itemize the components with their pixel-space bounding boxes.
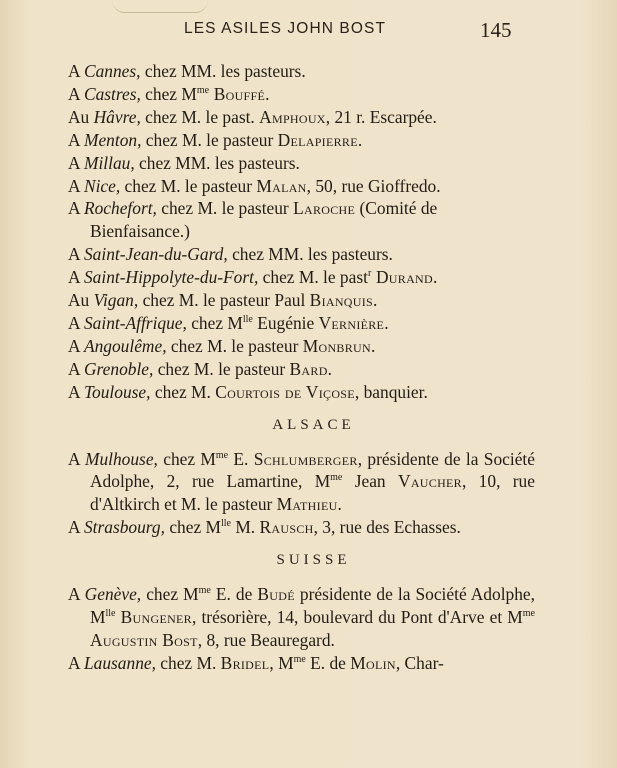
place-name: Cannes, (83, 61, 141, 81)
section-heading-alsace: ALSACE (272, 416, 355, 433)
place-name: Saint-Affrique, (83, 312, 187, 333)
place-name: Genève, (84, 584, 142, 605)
address-entry: A Saint-Hippolyte-du-Fort, chez M. le past$^r$ Durand. (68, 267, 438, 288)
entry-mulhouse: A Mulhouse, chez $M^{me}$ E. Schlumberger, présidente de la Société Adolphe, 2, rue Lamartine, $M^{me}$ Jean Vaucher, 10, rue d'Altkirch et M. le pasteur Mathieu. (68, 448, 535, 515)
address-entry: Au Vigan, chez M. le pasteur Paul Bianquis. (68, 290, 378, 311)
address-entry: A Saint-Affrique, chez $M^{lle}$ Eugénie Vernière. (68, 312, 389, 333)
page-top-ornament (112, 0, 208, 13)
place-name: Angoulême, (83, 335, 167, 356)
place-name: Millau, (83, 152, 135, 173)
address-entry: A Saint-Jean-du-Gard, chez MM. les pasteurs. (68, 244, 393, 265)
place-name: Grenoble, (83, 358, 154, 379)
address-entry: A Castres, chez $M^{me}$ Bouffé. (68, 83, 270, 104)
address-entry: A Millau, chez MM. les pasteurs. (68, 152, 300, 173)
address-entry: Au Hâvre, chez M. le past. Amphoux, 21 r. Escarpée. (68, 106, 437, 127)
address-entry: A Toulouse, chez M. Courtois de Viçose, banquier. (68, 381, 428, 402)
entry-geneve: A Genève, chez $M^{me}$ E. de Budé présidente de la Société Adolphe, $M^{lle}$ Bungener, trésorière, 14, boulevard du Pont d'Arve et $M^{me}$ Augustin Bost, 8, rue Beauregard. (68, 584, 535, 650)
page-number: 145 (480, 18, 512, 42)
place-name: Lausanne, (83, 652, 156, 673)
section-heading-suisse: SUISSE (276, 552, 351, 569)
page-body (0, 60, 617, 675)
place-name: Vigan, (93, 290, 139, 311)
address-entry: A Nice, chez M. le pasteur Malan, 50, rue Gioffredo. (68, 175, 441, 196)
place-name: Toulouse, (83, 381, 151, 402)
entry-strasbourg: A Strasbourg, chez $M^{lle}$ M. Rausch, 3, rue des Echasses. (68, 517, 461, 538)
address-entry: A Angoulême, chez M. le pasteur Monbrun. (68, 335, 376, 356)
place-name: Castres, (83, 83, 141, 104)
address-entry: A Rochefort, chez M. le pasteur Laroche (Comité de Bienfaisance.) (68, 198, 438, 242)
place-name: Menton, (83, 129, 142, 150)
address-entry: A Cannes, chez MM. les pasteurs. (68, 61, 306, 81)
place-name: Hâvre, (93, 106, 141, 127)
place-name: Rochefort, (83, 198, 157, 219)
france-address-list (0, 60, 617, 404)
address-entry: A Menton, chez M. le pasteur Delapierre. (68, 129, 363, 150)
running-title: LES ASILES JOHN BOST (184, 20, 387, 37)
address-entry: A Grenoble, chez M. le pasteur Bard. (68, 358, 333, 379)
place-name: Saint-Hippolyte-du-Fort, (83, 267, 259, 288)
place-name: Strasbourg, (83, 517, 165, 538)
place-name: Saint-Jean-du-Gard, (83, 244, 228, 265)
place-name: Mulhouse, (84, 448, 158, 469)
place-name: Nice, (83, 175, 121, 196)
page-header (0, 20, 617, 44)
entry-lausanne: A Lausanne, chez M. Bridel, $M^{me}$ E. de Molin, Char- (68, 652, 444, 673)
